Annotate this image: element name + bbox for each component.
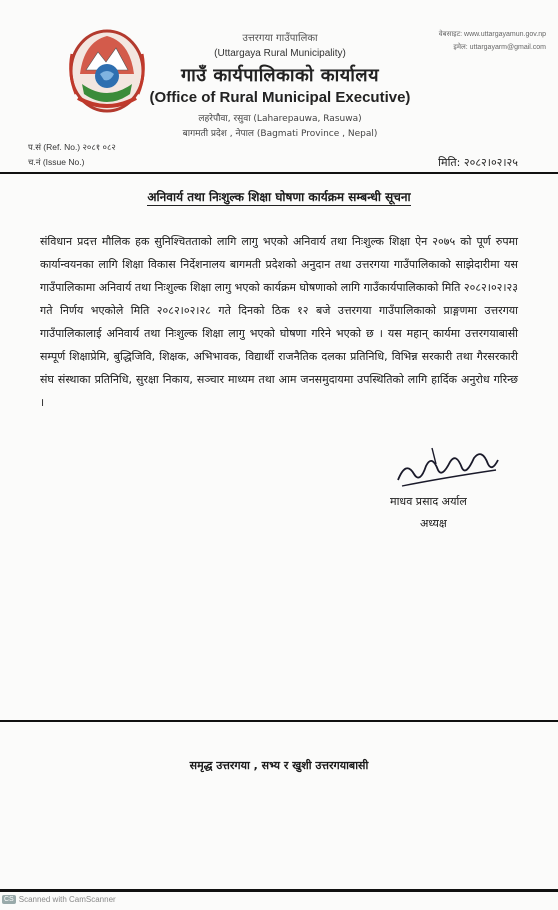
- signature-icon: [392, 440, 502, 492]
- notice-title: [0, 188, 558, 205]
- office-name-en: (Office of Rural Municipal Executive): [149, 89, 411, 106]
- scanner-watermark: [2, 895, 116, 904]
- municipality-name-np: उत्तरगया गाउँपालिका: [242, 33, 318, 44]
- page-bottom-border: [0, 889, 558, 892]
- header-divider: [0, 172, 558, 174]
- document-date: मिति: २०८२।०२।२५: [438, 156, 518, 169]
- notice-body: संविधान प्रदत्त मौलिक हक सुनिश्चितताको लागि लागु भएको अनिवार्य तथा निःशुल्क शिक्षा ऐन २०७५ को पूर्ण रुपमा कार्यान्वयनका लागि शिक्षा विकास निर्देशनालय बागमती प्रदेशको अनुदान तथा उत्तरगया गाउँपालिकाको साझेदारीमा यस गाउँपालिकामा अनिवार्य तथा निःशुल्क शिक्षा लागु भएको कार्यक्रम घोषणाको लागि गाउँकार्यपालिकाको मिति २०८२।०२।२३ गते निर्णय भएकोले मिति २०८२।०२।२८ गते दिनको ठिक १२ बजे उत्तरगया गाउँपालिकाको प्राङ्गणमा उत्तरगया गाउँपालिकालाई अनिवार्य तथा निःशुल्क शिक्षा लागु भएको घोषणा गरिने भएको छ । यस महान् कार्यमा उत्तरगयाबासी सम्पूर्ण शिक्षाप्रेमि, बुद्धिजिवि, शिक्षक, अभिभावक, विद्यार्थी राजनैतिक दलका प्रतिनिधि, विभिन्न सरकारी तथा गैरसरकारी संघ संस्थाका प्रतिनिधि, सुरक्षा निकाय, सञ्चार माध्यम तथा आम जनसमुदायमा उपस्थितिको लागि हार्दिक अनुरोध गरिन्छ ।: [40, 235, 518, 409]
- reference-number: प.सं (Ref. No.) २०८१ ०८२: [28, 142, 116, 152]
- issue-number: च.नं (Issue No.): [28, 157, 85, 167]
- notice-title-text: अनिवार्य तथा निःशुल्क शिक्षा घोषणा कार्यक्रम सम्बन्धी सूचना: [147, 190, 411, 204]
- footer-slogan: समृद्ध उत्तरगया , सभ्य र खुशी उत्तरगयाबासी: [189, 759, 369, 772]
- address-line-2: बागमती प्रदेश , नेपाल (Bagmati Province , Nepal): [182, 129, 378, 139]
- signatory-title: अध्यक्ष: [420, 517, 447, 530]
- municipality-name-en: (Uttargaya Rural Municipality): [214, 48, 346, 59]
- scanner-watermark-text: Scanned with CamScanner: [18, 895, 116, 904]
- camscanner-icon: CS: [4, 896, 14, 903]
- address-line-1: लहरेपौवा, रसुवा (Laharepauwa, Rasuwa): [198, 114, 362, 124]
- footer-divider: [0, 720, 558, 722]
- email-text: इमेल: uttargayarm@gmail.com: [453, 44, 546, 51]
- signatory-name: माधव प्रसाद अर्याल: [390, 495, 467, 508]
- office-name-np: गाउँ कार्यपालिकाको कार्यालय: [180, 65, 380, 86]
- website-text: वेबसाइट: www.uttargayamun.gov.np: [438, 31, 546, 38]
